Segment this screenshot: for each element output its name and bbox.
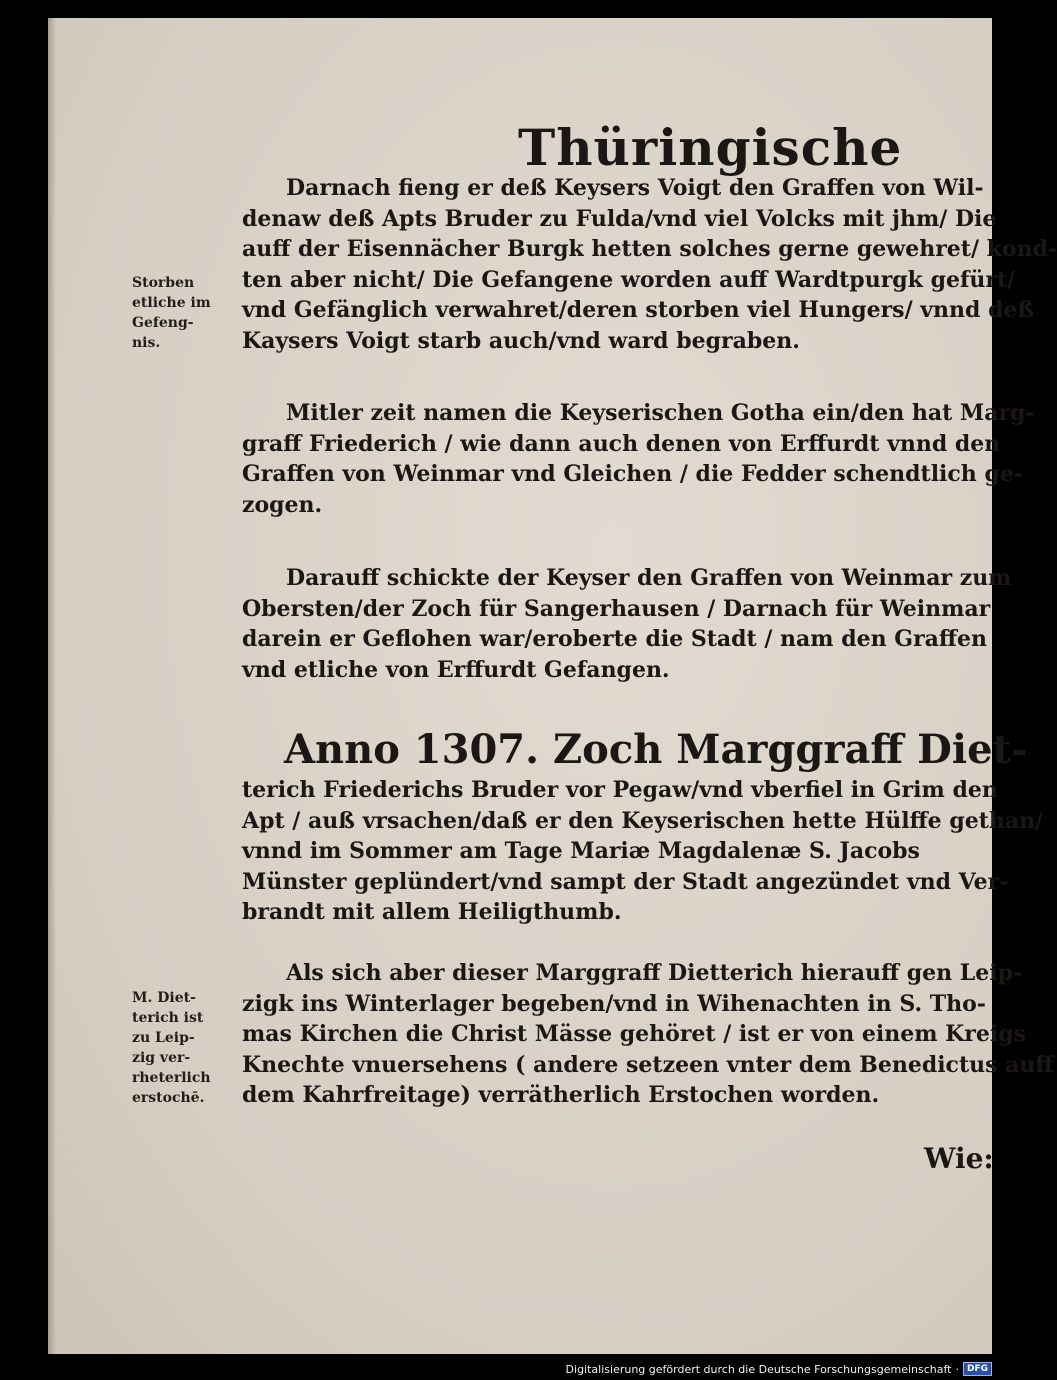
text-line: dem Kahrfreitage) verrätherlich Erstochen worden. [242,1082,880,1108]
anno-heading: Anno 1307. Zoch Marggraff Diet- [284,726,1028,773]
text-line: Darnach fieng er deß Keysers Voigt den Graffen von Wil- [286,175,984,201]
text-line: ten aber nicht/ Die Gefangene worden auff Wardtpurgk gefürt/ [242,266,1016,293]
margin-note-line: Gefeng- [132,315,194,331]
page-edge-shadow [48,18,56,1354]
text-line: vnd etliche von Erffurdt Gefangen. [242,656,670,683]
text-line: Darauff schickte der Keyser den Graffen von Weinmar zum [286,565,1012,591]
margin-note-2 [132,988,242,1108]
paragraph-1 [242,173,1057,356]
text-line: vnnd im Sommer am Tage Mariæ Magdalenæ S. Jacobs [242,838,920,864]
footer-text: Digitalisierung gefördert durch die Deutsche Forschungsgemeinschaft [565,1362,952,1376]
paragraph-5 [242,958,1054,1111]
margin-note-line: M. Diet- [132,990,196,1006]
digitization-footer [565,1359,992,1379]
text-line: Graffen von Weinmar vnd Gleichen / die Fedder schendtlich ge- [242,461,1023,487]
paragraph-3 [242,563,1012,685]
margin-note-line: erstochē. [132,1090,205,1106]
paragraph-2 [242,398,1035,520]
text-line: darein er Geflohen war/eroberte die Stadt / nam den Graffen [242,626,987,652]
text-line: Apt / auß vrsachen/daß er den Keyserischen hette Hülffe gethan/ [242,807,1044,834]
text-line: Münster geplündert/vnd sampt der Stadt angezündet vnd Ver- [242,868,1009,895]
dfg-logo: DFG [963,1362,992,1376]
margin-note-line: zig ver- [132,1050,191,1066]
margin-note-line: zu Leip- [132,1030,195,1046]
footer-separator: · [955,1362,959,1376]
margin-note-line: rheterlich [132,1070,211,1086]
margin-note-1 [132,273,242,353]
margin-note-line: etliche im [132,295,211,311]
text-line: Kaysers Voigt starb auch/vnd ward begraben. [242,327,800,354]
margin-note-line: Storben [132,275,195,291]
paragraph-4 [242,775,1044,928]
catchword: Wie: [924,1142,994,1175]
text-line: graff Friederich / wie dann auch denen von Erffurdt vnnd den [242,430,1001,457]
running-header: Thüringische [518,118,903,177]
text-line: auff der Eisennächer Burgk hetten solches gerne gewehret/ kond- [242,236,1057,262]
margin-note-line: nis. [132,335,161,351]
text-line: Als sich aber dieser Marggraff Dietterich hierauff gen Leip- [286,960,1023,986]
margin-note-line: terich ist [132,1010,204,1026]
text-line: terich Friederichs Bruder vor Pegaw/vnd vberfiel in Grim den [242,777,998,803]
book-page [48,18,1057,1354]
text-line: Knechte vnuersehens ( andere setzeen vnter dem Benedictus auff [242,1051,1054,1078]
text-line: vnd Gefänglich verwahret/deren storben viel Hungers/ vnnd deß [242,297,1035,323]
text-line: Mitler zeit namen die Keyserischen Gotha ein/den hat Marg- [286,400,1035,426]
text-line: Obersten/der Zoch für Sangerhausen / Darnach für Weinmar [242,595,991,622]
text-line: zigk ins Winterlager begeben/vnd in Wihenachten in S. Tho- [242,990,986,1017]
text-line: zogen. [242,491,323,518]
text-line: mas Kirchen die Christ Mässe gehöret / ist er von einem Kreigs [242,1021,1026,1047]
text-line: brandt mit allem Heiligthumb. [242,899,622,925]
text-line: denaw deß Apts Bruder zu Fulda/vnd viel Volcks mit jhm/ Die [242,205,997,232]
